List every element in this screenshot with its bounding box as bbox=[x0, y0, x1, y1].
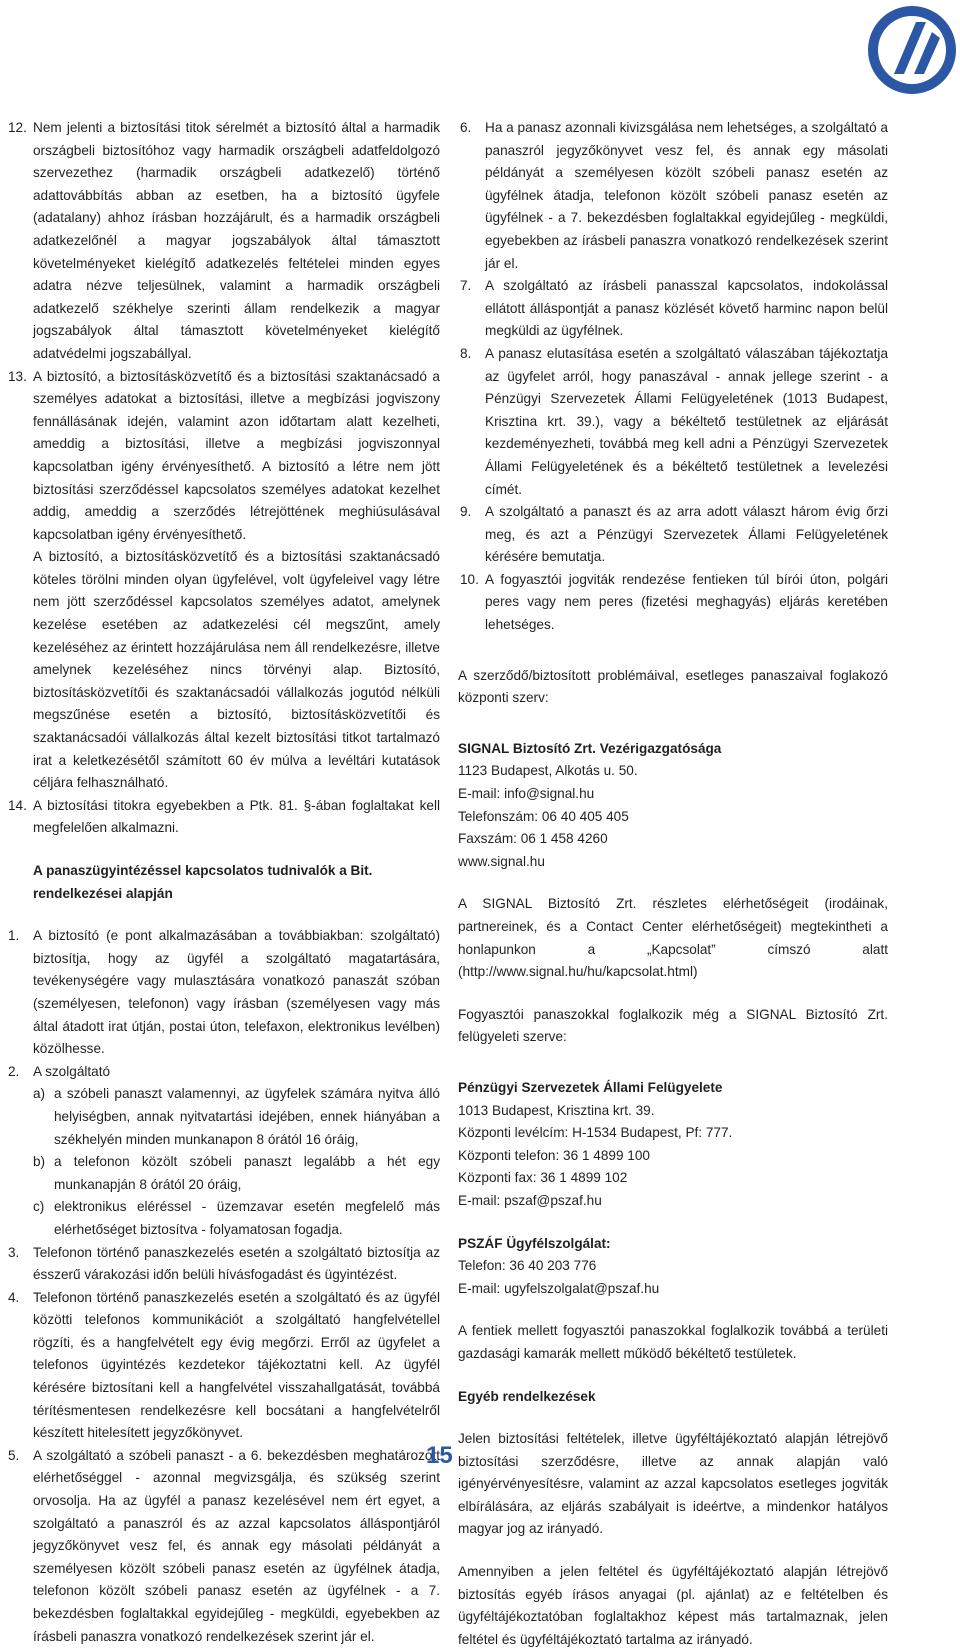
signal-logo-icon bbox=[866, 4, 958, 96]
item-number: 14. bbox=[8, 797, 27, 813]
list-item bbox=[456, 569, 888, 637]
other-provisions-heading: Egyéb rendelkezések bbox=[458, 1388, 596, 1404]
sub-item-label: a) bbox=[33, 1086, 46, 1102]
sub-item-label: b) bbox=[33, 1154, 46, 1170]
sub-item-label: c) bbox=[33, 1199, 45, 1215]
item-text: A biztosító, a biztosításközvetítő és a biztosítási szaktanácsadó a személyes adatokat a biztosítási, illetve a megbízási jogviszony fennállásának idején, valamint azon időtartam alatt kezelheti, ameddig a biztosítási, illetve a megbízási jogviszonnyal kapcsolatban igény érvényesíthető. A biztosító a létre nem jött biztosítási szerződéssel kapcsolatos személyes adatokat kezelhet addig, ameddig a szerződés létrejöttének meghiúsulásával kapcsolatban igény érvényesíthető. bbox=[33, 368, 440, 542]
item-number: 2. bbox=[8, 1063, 20, 1079]
list-item bbox=[4, 1242, 440, 1287]
item-number: 5. bbox=[8, 1447, 20, 1463]
item-text: Ha a panasz azonnali kivizsgálása nem lehetséges, a szolgáltató a panaszról jegyzőkönyvet vesz fel, és annak egy másolati példányát a személyesen közölt szóbeli panasz esetén az ügyfélnek átadja, telefonon közölt szóbeli panasz esetén az ügyfélnek - a 7. bekezdésben foglaltakkal egyidejűleg - megküldi, egyebekben az írásbeli panaszra vonatkozó rendelkezések szerint jár el. bbox=[485, 120, 888, 271]
sub-item bbox=[4, 1151, 440, 1196]
pszaf-phone: Központi telefon: 36 1 4899 100 bbox=[458, 1147, 650, 1163]
item-number: 10. bbox=[460, 571, 479, 587]
list-item bbox=[4, 1287, 440, 1445]
sub-item-text: a szóbeli panaszt valamennyi, az ügyfelek számára nyitva álló helyiségben, annak nyitvatartási idejében, ennek hiányában a székhelyén minden munkanapon 8 órától 16 óráig, bbox=[54, 1086, 440, 1147]
service-contact-block bbox=[456, 1233, 888, 1301]
signal-contact-block bbox=[456, 738, 888, 874]
signal-email[interactable]: E-mail: info@signal.hu bbox=[458, 786, 595, 802]
sub-item bbox=[4, 1196, 440, 1241]
item-number: 1. bbox=[8, 928, 20, 944]
list-item bbox=[4, 925, 440, 1061]
list-item bbox=[4, 546, 440, 795]
consumer-paragraph: Fogyasztói panaszokkal foglalkozik még a SIGNAL Biztosító Zrt. felügyeleti szerve: bbox=[458, 1006, 888, 1045]
item-text: A szolgáltató az írásbeli panasszal kapcsolatos, indokolással ellátott álláspontját a panasz közlését követő harminc napon belül megküldi az ügyfélnek. bbox=[485, 278, 888, 339]
contacts-paragraph: A SIGNAL Biztosító Zrt. részletes elérhetőségeit (irodáinak, partnereinek, és a Contact Center elérhetőségeit) megtekintheti a honlapunkon a „Kapcsolat” címszó alatt (http://www.signal.hu/hu/kapcsolat.html) bbox=[458, 896, 888, 980]
left-column bbox=[4, 117, 440, 1648]
item-number: 4. bbox=[8, 1289, 20, 1305]
signal-name: SIGNAL Biztosító Zrt. Vezérigazgatósága bbox=[458, 740, 722, 756]
service-name: PSZÁF Ügyfélszolgálat: bbox=[458, 1235, 611, 1251]
item-text: A szolgáltató bbox=[33, 1063, 111, 1079]
service-email[interactable]: E-mail: ugyfelszolgalat@pszaf.hu bbox=[458, 1280, 660, 1296]
page-number: 15 bbox=[426, 1442, 453, 1469]
item-text: A szolgáltató a szóbeli panaszt - a 6. bekezdésben meghatározott elérhetőséggel - azonnal megvizsgálja, és szükség szerint orvosolja. Ha az ügyfél a panasz kezelésével nem ért egyet, a szolgáltató a panaszról és az azzal kapcsolatos álláspontjáról jegyzőkönyvet vesz fel, és annak egy másolati példányát a személyesen közölt szóbeli panasz esetén az ügyfélnek átadja, telefonon közölt szóbeli panasz esetén az ügyfélnek - a 7. bekezdésben foglaltakkal egyidejűleg - megküldi, egyebekben az írásbeli panaszra vonatkozó rendelkezések szerint jár el. bbox=[33, 1447, 440, 1644]
item-number: 8. bbox=[460, 345, 472, 361]
list-item bbox=[4, 1445, 440, 1648]
item-number: 6. bbox=[460, 120, 472, 135]
pszaf-email[interactable]: E-mail: pszaf@pszaf.hu bbox=[458, 1192, 602, 1208]
signal-address: 1123 Budapest, Alkotás u. 50. bbox=[458, 763, 638, 779]
item-text: A biztosítási titokra egyebekben a Ptk. 81. §-ában foglaltakat kell megfelelően alkalmazni. bbox=[33, 797, 440, 836]
list-item bbox=[456, 275, 888, 343]
list-item bbox=[456, 501, 888, 569]
list-item bbox=[4, 1061, 440, 1084]
signal-website-link[interactable]: www.signal.hu bbox=[458, 853, 545, 869]
sub-item-text: elektronikus eléréssel - üzemzavar esetén megfelelő más elérhetőséget biztosítva - folyamatosan fogadja. bbox=[54, 1199, 440, 1237]
item-text: A panasz elutasítása esetén a szolgáltató válaszában tájékoztatja az ügyfelet arról, hogy panaszával - annak jellege szerint - a Pénzügyi Szervezetek Állami Felügyeletének (1013 Budapest, Krisztina krt. 39.), vagy a békéltető testületnek az eljárását kezdeményezheti, továbbá meg kell adni a Pénzügyi Szervezetek Állami Felügyeletének és a békéltető testületnek a levelezési címét. bbox=[485, 345, 888, 497]
list-item bbox=[456, 117, 888, 275]
service-phone: Telefon: 36 40 203 776 bbox=[458, 1258, 597, 1274]
item-number: 7. bbox=[460, 278, 472, 294]
signal-fax: Faxszám: 06 1 458 4260 bbox=[458, 831, 608, 847]
pszaf-fax: Központi fax: 36 1 4899 102 bbox=[458, 1170, 628, 1186]
chambers-paragraph: A fentiek mellett fogyasztói panaszokkal foglalkozik továbbá a területi gazdasági kamarák mellett működő békéltető testületek. bbox=[458, 1323, 888, 1361]
signal-phone: Telefonszám: 06 40 405 405 bbox=[458, 808, 629, 824]
sub-item-text: a telefonon közölt szóbeli panaszt legalább a hét egy munkanapján 8 órától 20 óráig, bbox=[54, 1154, 440, 1192]
list-item bbox=[4, 366, 440, 547]
pszaf-contact-block bbox=[456, 1077, 888, 1213]
item-number: 9. bbox=[460, 504, 472, 520]
other-provisions-paragraph-2: Amennyiben a jelen feltétel és ügyféltájékoztató alapján létrejövő biztosítás egyéb írásos anyagai (pl. ajánlat) az e feltételben és ügyféltájékoztatóban foglaltakhoz képest más tartalmaznak, jelen feltétel és ügyféltájékoztató tartalma az irányadó. bbox=[458, 1564, 888, 1647]
list-item bbox=[4, 795, 440, 840]
item-text: Nem jelenti a biztosítási titok sérelmét a biztosító által a harmadik országbeli biztosítóhoz vagy harmadik országbeli adatfeldolgozó szervezethez (harmadik országbeli adatkezelő) történő adattovábbítás abban az esetben, ha a biztosító ügyfele (adatalany) ahhoz írásban hozzájárult, és a harmadik országbeli adatkezelőnél a magyar jogszabályok által támasztott követelményeket kielégítő adatkezelés feltételei minden egyes adatra nézve teljesülnek, valamint a harmadik országbeli adatkezelő székhelye szerinti állam rendelkezik a magyar jogszabályok által támasztott követelményeket kielégítő adatvédelmi jogszabállyal. bbox=[33, 120, 440, 361]
list-item bbox=[456, 343, 888, 501]
right-column bbox=[456, 117, 888, 1651]
item-text: Telefonon történő panaszkezelés esetén a szolgáltató biztosítja az ésszerű várakozási időn belüli hívásfogadást és ügyintézést. bbox=[33, 1244, 440, 1283]
list-item bbox=[4, 117, 440, 366]
item-text: A fogyasztói jogviták rendezése fentieken túl bírói úton, polgári peres vagy nem peres (fizetési meghagyás) eljárás keretében lehetséges. bbox=[485, 571, 888, 633]
complaints-heading: A panaszügyintézéssel kapcsolatos tudnivalók a Bit. rendelkezései alapján bbox=[33, 863, 373, 901]
item-number: 13. bbox=[8, 368, 27, 384]
item-text: A szolgáltató a panaszt és az arra adott választ három évig őrzi meg, és azt a Pénzügyi Szervezetek Állami Felügyeletének kérésére bemutatja. bbox=[485, 504, 888, 565]
sub-item bbox=[4, 1083, 440, 1151]
central-body-intro: A szerződő/biztosított problémáival, esetleges panaszaival foglakozó központi szerv: bbox=[458, 667, 888, 706]
pszaf-name: Pénzügyi Szervezetek Állami Felügyelete bbox=[458, 1079, 723, 1095]
item-text: A biztosító, a biztosításközvetítő és a biztosítási szaktanácsadó köteles törölni minden olyan ügyfelével, volt ügyfeleivel vagy létre nem jött szerződéssel kapcsolatos személyes adatot, amelynek kezelése esetében az adatkezelési cél megszűnt, amely kezeléséhez az érintett hozzájárulása nem áll rendelkezésre, illetve amelynek kezeléséhez nincs törvényi alap. Biztosító, biztosításközvetítői és szaktanácsadói vállalkozás jogutód nélküli megszűnése esetén a biztosító, biztosításközvetítői és szaktanácsadói vállalkozás által kezelt biztosítási titkot tartalmazó irat a keletkezésétől számított 60 év múlva a levéltári kutatások céljára felhasználható. bbox=[33, 549, 440, 791]
item-text: A biztosító (e pont alkalmazásában a továbbiakban: szolgáltató) biztosítja, hogy az ügyfél a szolgáltató magatartására, tevékenységére vagy mulasztására vonatkozó panaszát szóban (személyesen, telefonon) vagy írásban (személyesen vagy más által átadott irat útján, postai úton, telefaxon, elektronikus levélben) közölhesse. bbox=[33, 928, 440, 1057]
other-provisions-paragraph-1: Jelen biztosítási feltételek, illetve ügyféltájékoztató alapján létrejövő biztosítási szerződésre, illetve az annak alapján való igényérvényesítésre, valamint az azzal kapcsolatos esetleges jogviták elbírálására, az eljárás szabályait is ideértve, a mindenkor hatályos magyar jog az irányadó. bbox=[458, 1431, 888, 1537]
item-text: Telefonon történő panaszkezelés esetén a szolgáltató és az ügyfél közötti telefonos kommunikációt a szolgáltató hangfelvétellel rögzíti, és a hangfelvételt egy évig megőrzi. Erről az ügyfelet a telefonos ügyintézés kezdetekor tájékoztatni kell. Az ügyfél kérésére biztosítani kell a hangfelvétel visszahallgatását, továbbá térítésmentesen rendelkezésre kell bocsátani a hangfelvételről készített hitelesített jegyzőkönyvet. bbox=[33, 1289, 440, 1441]
item-number: 3. bbox=[8, 1244, 20, 1260]
pszaf-mail: Központi levélcím: H-1534 Budapest, Pf: 777. bbox=[458, 1125, 733, 1141]
item-number: 12. bbox=[8, 120, 27, 135]
pszaf-address: 1013 Budapest, Krisztina krt. 39. bbox=[458, 1102, 655, 1118]
